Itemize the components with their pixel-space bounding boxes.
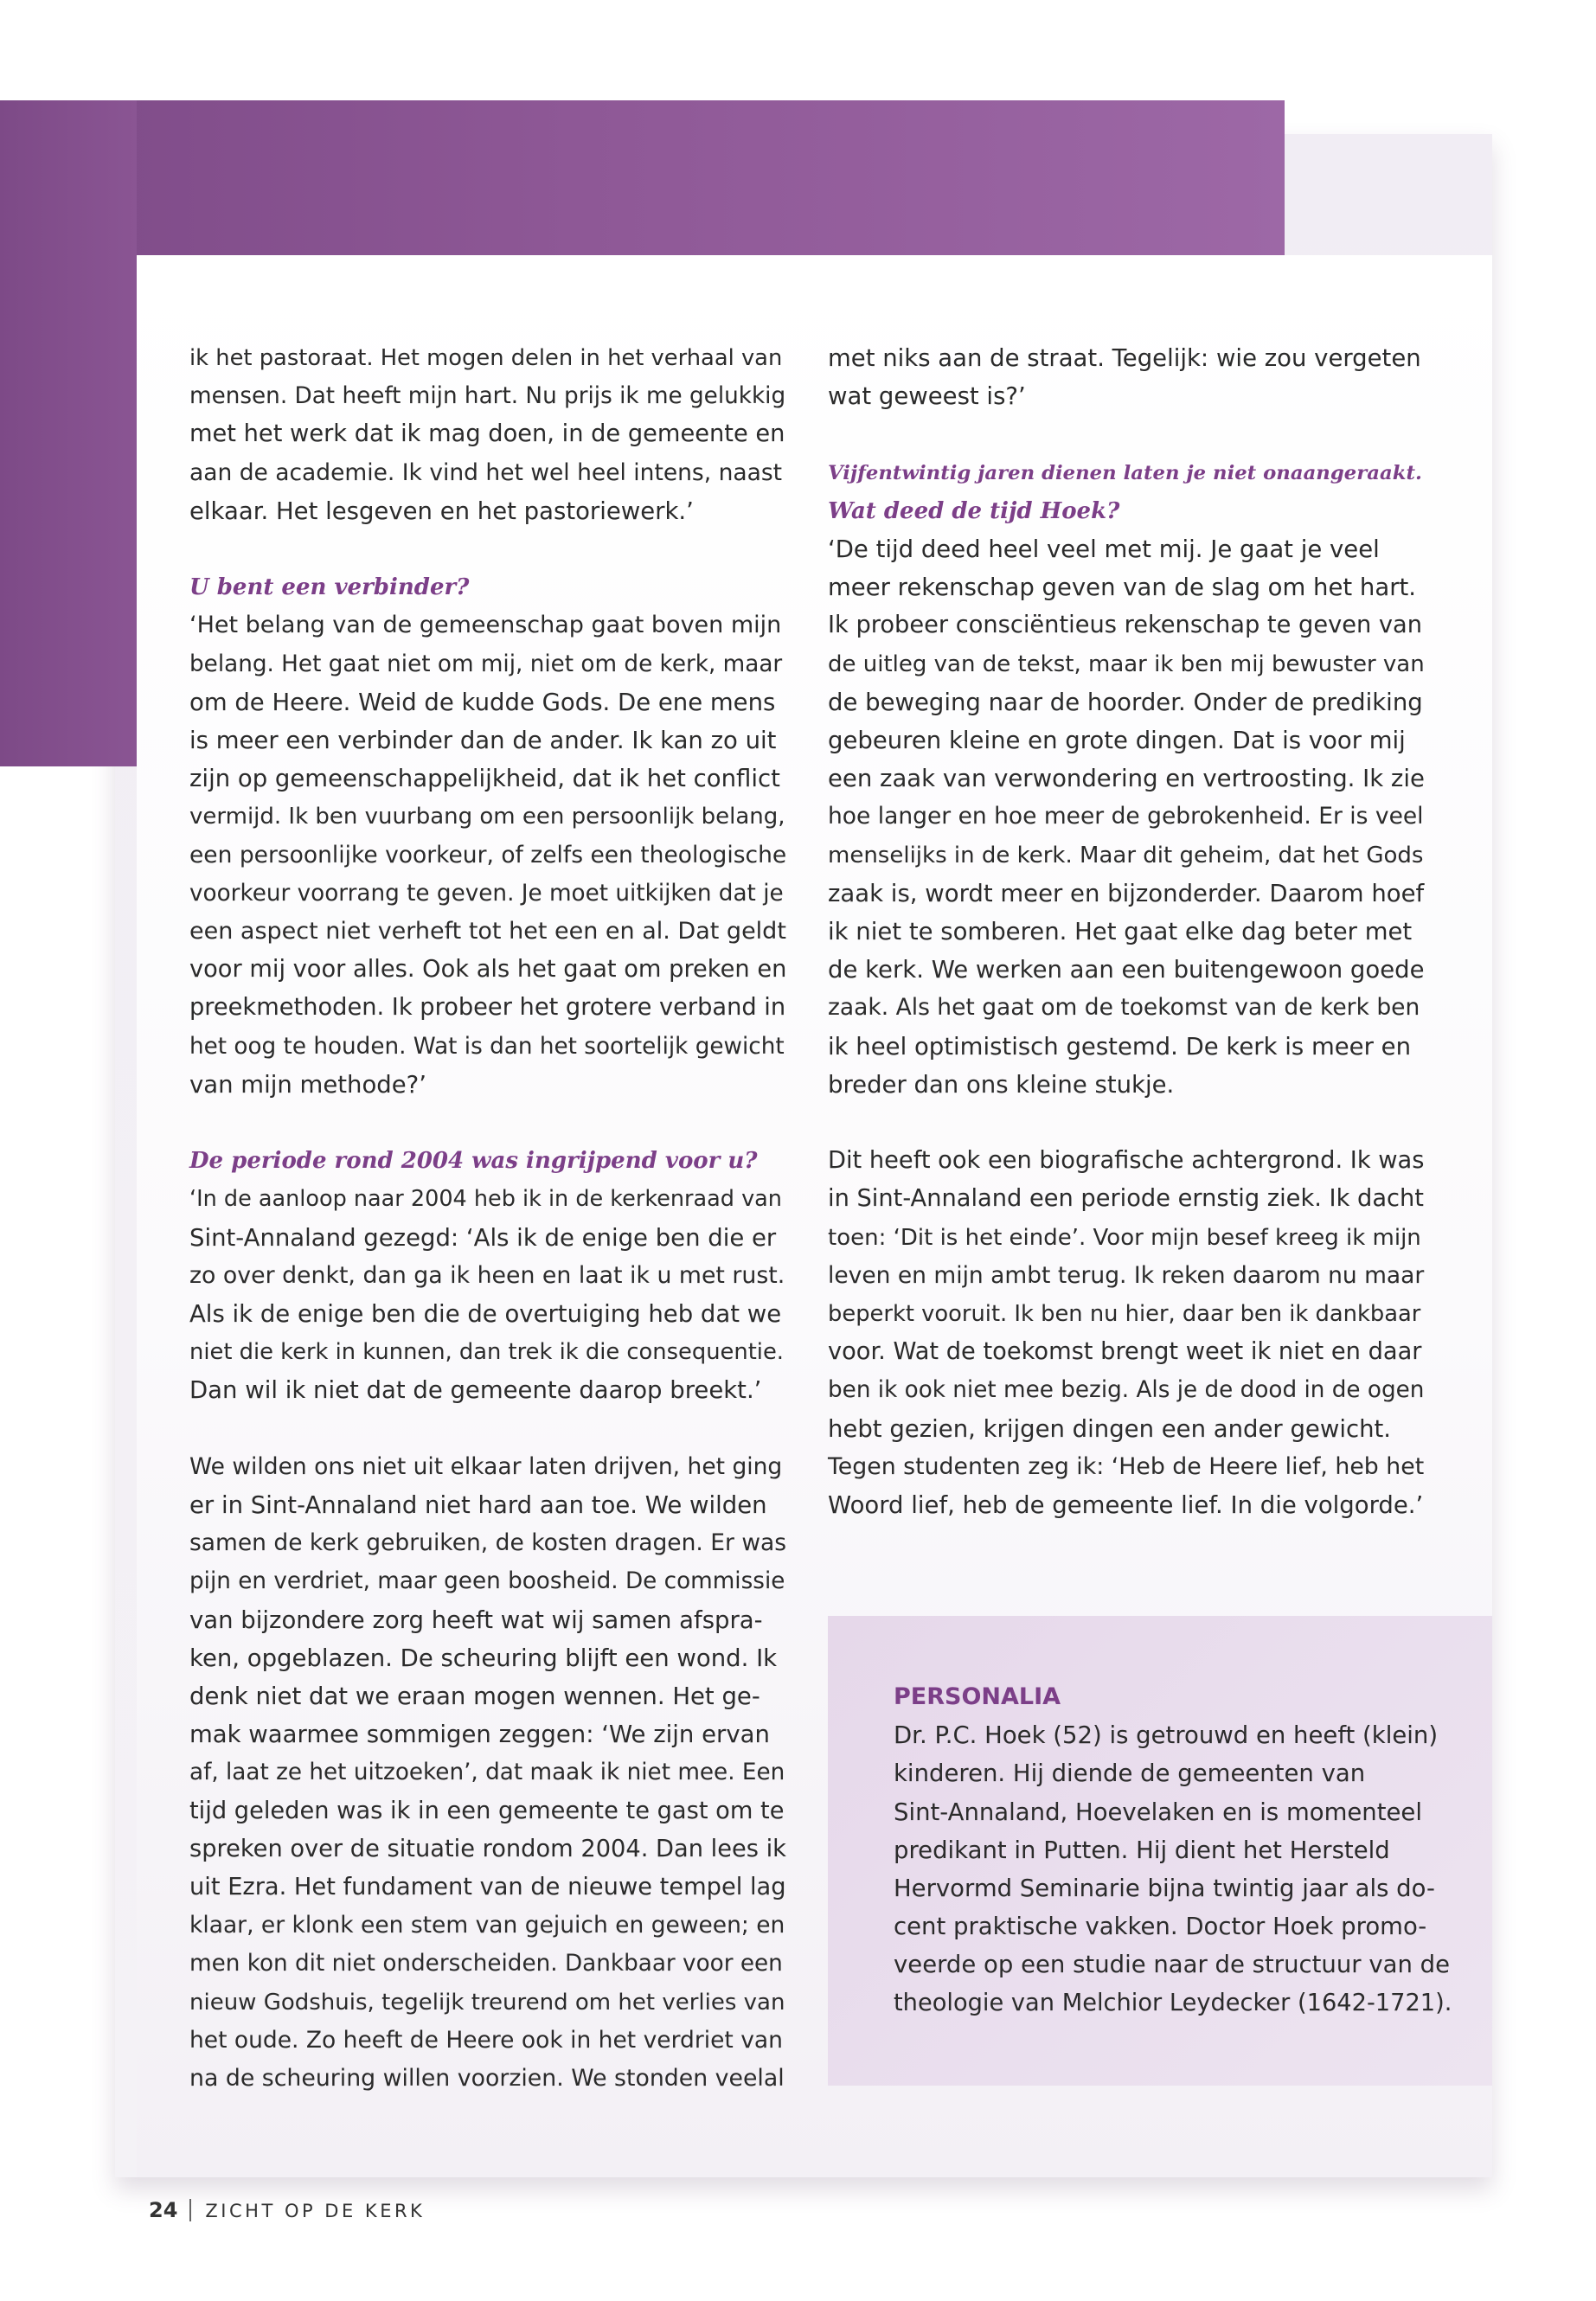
text-line: een aspect niet verheft tot het een en al. Dat geldt	[189, 918, 786, 945]
right-question	[828, 454, 1425, 530]
text-line: toen: ‘Dit is het einde’. Voor mijn besef kreeg ik mijn	[828, 1224, 1421, 1251]
text-line: de kerk. We werken aan een buitengewoon goede	[828, 956, 1425, 984]
text-line: zo over denkt, dan ga ik heen en laat ik u met rust.	[189, 1261, 785, 1289]
page-footer	[149, 2198, 425, 2225]
left-question	[189, 568, 786, 606]
text-line: het oog te houden. Wat is dan het soortelijk gewicht	[189, 1033, 785, 1060]
personalia-content	[894, 1678, 1456, 2022]
text-line: wat geweest is?’	[828, 382, 1026, 411]
text-line: samen de kerk gebruiken, de kosten dragen. Er was	[189, 1529, 787, 1557]
personalia-title: PERSONALIA	[894, 1683, 1061, 1710]
personalia-line: Dr. P.C. Hoek (52) is getrouwd en heeft (klein)	[894, 1721, 1439, 1750]
text-line: om de Heere. Weid de kudde Gods. De ene mens	[189, 688, 776, 716]
purple-header-band	[0, 100, 1285, 255]
left-paragraph	[189, 1180, 786, 1409]
text-line: er in Sint-Annaland niet hard aan toe. We wilden	[189, 1491, 767, 1520]
text-line: met het werk dat ik mag doen, in de gemeente en	[189, 420, 785, 448]
page-number: 24	[149, 2198, 178, 2222]
text-line: preekmethoden. Ik probeer het grotere verband in	[189, 994, 786, 1022]
text-line: uit Ezra. Het fundament van de nieuwe tempel lag	[189, 1874, 786, 1901]
left-paragraph	[189, 339, 786, 530]
text-line: zaak is, wordt meer en bijzonderder. Daarom hoef	[828, 879, 1425, 907]
text-line: een zaak van verwondering en vertroosting. Ik zie	[828, 765, 1425, 793]
text-line: ‘De tijd deed heel veel met mij. Je gaat je veel	[828, 535, 1380, 563]
text-line: ik het pastoraat. Het mogen delen in het verhaal van	[189, 345, 783, 371]
text-line: We wilden ons niet uit elkaar laten drijven, het ging	[189, 1452, 783, 1480]
personalia-line: Hervormd Seminarie bijna twintig jaar als do-	[894, 1875, 1435, 1903]
personalia-line: theologie van Melchior Leydecker (1642-1721).	[894, 1989, 1452, 2016]
purple-side-band	[0, 100, 137, 766]
article-column-right	[828, 339, 1425, 1524]
text-line: meer rekenschap geven van de slag om het hart.	[828, 574, 1417, 602]
left-question	[189, 1142, 786, 1180]
text-line: het oude. Zo heeft de Heere ook in het verdriet van	[189, 2026, 783, 2054]
text-line: Sint-Annaland gezegd: ‘Als ik de enige ben die er	[189, 1223, 777, 1252]
text-line: tijd geleden was ik in een gemeente te gast om te	[189, 1797, 785, 1824]
text-line: mensen. Dat heeft mijn hart. Nu prijs ik me gelukkig	[189, 383, 786, 410]
text-line: in Sint-Annaland een periode ernstig ziek. Ik dacht	[828, 1185, 1424, 1213]
text-line: gebeuren kleine en grote dingen. Dat is voor mij	[828, 727, 1406, 755]
text-line: voor. Wat de toekomst brengt weet ik niet en daar	[828, 1338, 1422, 1366]
text-line: is meer een verbinder dan de ander. Ik kan zo uit	[189, 727, 777, 755]
text-line: Woord lief, heb de gemeente lief. In die volgorde.’	[828, 1491, 1424, 1520]
text-line: breder dan ons kleine stukje.	[828, 1070, 1175, 1099]
text-line: van bijzondere zorg heeft wat wij samen afspra-	[189, 1606, 763, 1634]
text-line: nieuw Godshuis, tegelijk treurend om het verlies van	[189, 1989, 785, 2016]
personalia-line: Sint-Annaland, Hoevelaken en is momenteel	[894, 1798, 1422, 1826]
text-line: zijn op gemeenschappelijkheid, dat ik het conflict	[189, 765, 780, 793]
text-line: voor mij voor alles. Ook als het gaat om preken en	[189, 956, 787, 984]
personalia-line: kinderen. Hij diende de gemeenten van	[894, 1759, 1366, 1788]
text-line: Tegen studenten zeg ik: ‘Heb de Heere lief, heb het	[828, 1452, 1425, 1480]
text-line: voorkeur voorrang te geven. Je moet uitkijken dat je	[189, 880, 784, 907]
text-line: hoe langer en hoe meer de gebrokenheid. Er is veel	[828, 803, 1424, 830]
text-line: beperkt vooruit. Ik ben nu hier, daar ben ik dankbaar	[828, 1301, 1421, 1328]
text-line: Vijfentwintig jaren dienen laten je niet onaangeraakt.	[828, 461, 1422, 484]
text-line: Ik probeer consciëntieus rekenschap te geven van	[828, 612, 1423, 639]
text-line: belang. Het gaat niet om mij, niet om de kerk, maar	[189, 651, 783, 677]
text-line: Wat deed de tijd Hoek?	[828, 497, 1120, 524]
text-line: zaak. Als het gaat om de toekomst van de kerk ben	[828, 994, 1420, 1022]
text-line: ben ik ook niet mee bezig. Als je de dood in de ogen	[828, 1377, 1425, 1404]
right-paragraph	[828, 530, 1425, 1104]
text-line: ken, opgeblazen. De scheuring blijft een wond. Ik	[189, 1644, 778, 1672]
text-line: een persoonlijke voorkeur, of zelfs een theologische	[189, 841, 787, 868]
text-line: ik niet te somberen. Het gaat elke dag beter met	[828, 918, 1413, 946]
footer-separator	[189, 2199, 191, 2221]
text-line: ik heel optimistisch gestemd. De kerk is meer en	[828, 1032, 1411, 1061]
text-line: leven en mijn ambt terug. Ik reken daarom nu maar	[828, 1261, 1425, 1289]
text-line: pijn en verdriet, maar geen boosheid. De commissie	[189, 1568, 785, 1595]
text-line: menselijks in de kerk. Maar dit geheim, dat het Gods	[828, 842, 1424, 868]
article-column-left	[189, 339, 786, 2098]
text-line: mak waarmee sommigen zeggen: ‘We zijn ervan	[189, 1721, 770, 1749]
text-line: hebt gezien, krijgen dingen een ander gewicht.	[828, 1414, 1392, 1443]
text-line: af, laat ze het uitzoeken’, dat maak ik niet mee. Een	[189, 1759, 785, 1786]
left-paragraph	[189, 1448, 786, 2098]
text-line: van mijn methode?’	[189, 1070, 426, 1099]
right-paragraph	[828, 1142, 1425, 1524]
text-line: Als ik de enige ben die de overtuiging heb dat we	[189, 1300, 782, 1329]
text-line: met niks aan de straat. Tegelijk: wie zou vergeten	[828, 344, 1421, 372]
personalia-box	[828, 1616, 1492, 2086]
personalia-line: cent praktische vakken. Doctor Hoek promo-	[894, 1913, 1427, 1941]
text-line: de beweging naar de hoorder. Onder de prediking	[828, 688, 1423, 716]
text-line: Dan wil ik niet dat de gemeente daarop breekt.’	[189, 1376, 762, 1405]
text-line: denk niet dat we eraan mogen wennen. Het ge-	[189, 1682, 760, 1711]
text-line: klaar, er klonk een stem van gejuich en geween; en	[189, 1912, 785, 1939]
text-line: de uitleg van de tekst, maar ik ben mij bewuster van	[828, 651, 1425, 677]
text-line: vermijd. Ik ben vuurbang om een persoonlijk belang,	[189, 804, 785, 830]
text-line: na de scheuring willen voorzien. We stonden veelal	[189, 2065, 785, 2093]
text-line: niet die kerk in kunnen, dan trek ik die consequentie.	[189, 1339, 784, 1366]
text-line: U bent een verbinder?	[189, 574, 470, 601]
text-line: De periode rond 2004 was ingrijpend voor u?	[189, 1148, 758, 1175]
text-line: ‘Het belang van de gemeenschap gaat boven mijn	[189, 612, 782, 639]
right-paragraph	[828, 339, 1425, 415]
personalia-line: veerde op een studie naar de structuur van de	[894, 1951, 1451, 1979]
text-line: elkaar. Het lesgeven en het pastoriewerk.’	[189, 497, 694, 525]
text-line: Dit heeft ook een biografische achtergrond. Ik was	[828, 1147, 1425, 1175]
text-line: men kon dit niet onderscheiden. Dankbaar voor een	[189, 1951, 783, 1977]
text-line: aan de academie. Ik vind het wel heel intens, naast	[189, 458, 783, 486]
text-line: spreken over de situatie rondom 2004. Dan lees ik	[189, 1835, 786, 1862]
personalia-line: predikant in Putten. Hij dient het Hersteld	[894, 1836, 1390, 1864]
text-line: ‘In de aanloop naar 2004 heb ik in de kerkenraad van	[189, 1186, 782, 1213]
left-paragraph	[189, 606, 786, 1104]
magazine-name: ZICHT OP DE KERK	[205, 2201, 426, 2221]
